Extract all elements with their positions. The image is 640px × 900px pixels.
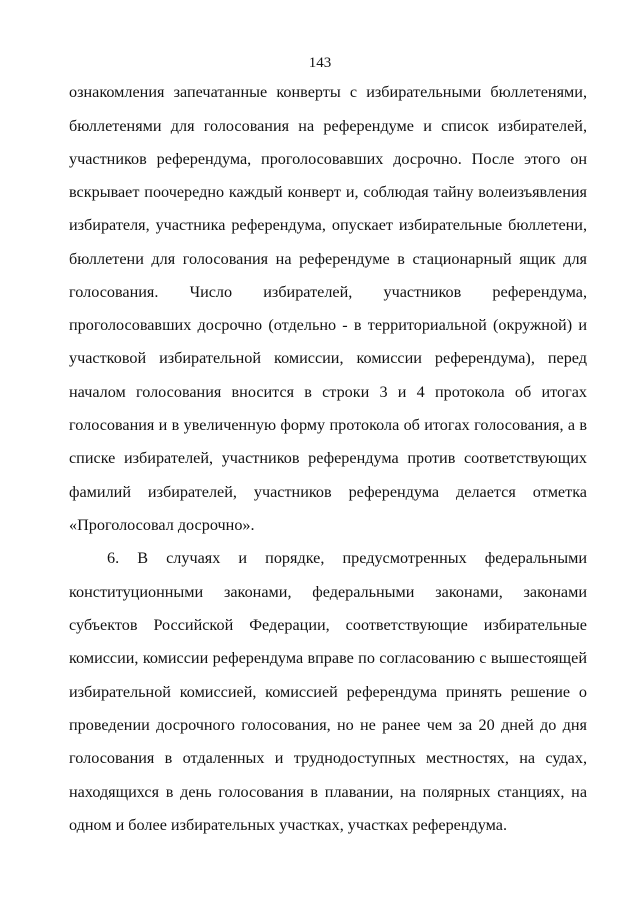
text-line: конституционными законами, федеральными законами, законами — [69, 583, 587, 601]
text-line: фамилий избирателей, участников референдума делается отметка — [69, 483, 587, 501]
text-line: одном и более избирательных участках, участках референдума. — [69, 816, 508, 834]
text-line: началом голосования вносится в строки 3 и 4 протокола об итогах — [69, 383, 587, 401]
text-line: ознакомления запечатанные конверты с избирательными бюллетенями, — [69, 83, 587, 101]
text-line: «Проголосовал досрочно». — [69, 516, 255, 534]
text-line: субъектов Российской Федерации, соответствующие избирательные — [69, 616, 587, 634]
text-line: списке избирателей, участников референдума против соответствующих — [69, 449, 587, 467]
text-line: бюллетени для голосования на референдуме в стационарный ящик для — [69, 250, 587, 268]
text-line: голосования в отдаленных и труднодоступных местностях, на судах, — [69, 749, 587, 767]
text-line: проголосовавших досрочно (отдельно - в территориальной (окружной) и — [69, 316, 587, 334]
text-line: 6. В случаях и порядке, предусмотренных федеральными — [107, 549, 587, 567]
text-line: участников референдума, проголосовавших досрочно. После этого он — [69, 150, 587, 168]
text-line: голосования и в увеличенную форму протокола об итогах голосования, а в — [69, 416, 587, 434]
text-line: бюллетенями для голосования на референдуме и список избирателей, — [69, 117, 587, 135]
text-line: избирательной комиссией, комиссией референдума принять решение о — [69, 683, 587, 701]
page-number: 143 — [308, 55, 332, 71]
text-line: находящихся в день голосования в плавании, на полярных станциях, на — [69, 783, 587, 801]
text-line: голосования. Число избирателей, участников референдума, — [69, 283, 587, 301]
text-line: избирателя, участника референдума, опускает избирательные бюллетени, — [69, 216, 587, 234]
text-line: участковой избирательной комиссии, комиссии референдума), перед — [69, 349, 587, 367]
text-line: проведении досрочного голосования, но не ранее чем за 20 дней до дня — [69, 716, 587, 734]
text-line: комиссии, комиссии референдума вправе по согласованию с вышестоящей — [69, 649, 587, 667]
text-line: вскрывает поочередно каждый конверт и, соблюдая тайну волеизъявления — [69, 183, 587, 201]
